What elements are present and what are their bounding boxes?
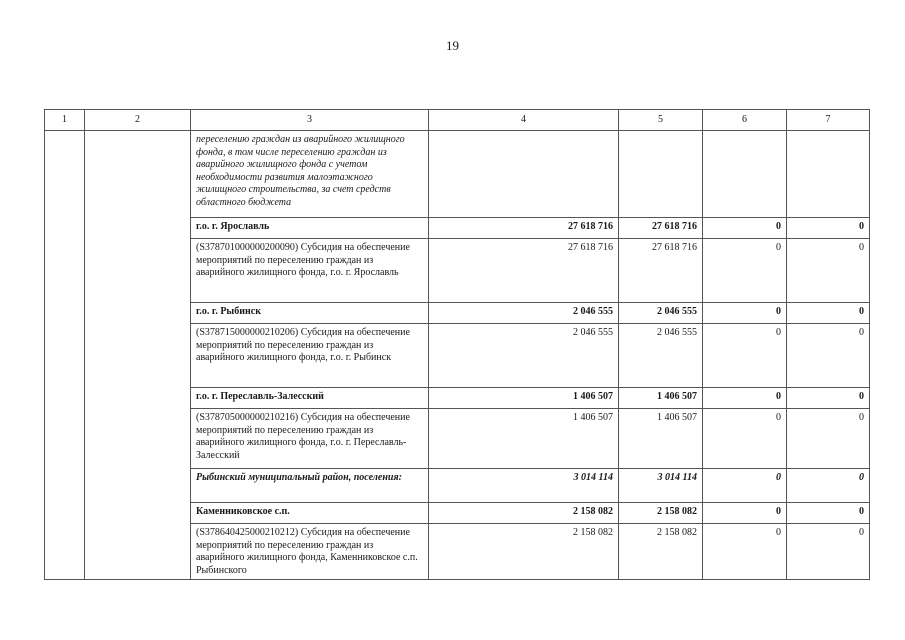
cell-col5: 2 046 555 — [619, 324, 703, 388]
cell-col6: 0 — [703, 503, 787, 524]
row-description: г.о. г. Переславль-Залесский — [191, 388, 429, 409]
row-description: г.о. г. Рыбинск — [191, 303, 429, 324]
column-header-2: 2 — [85, 110, 191, 131]
cell-col5: 2 158 082 — [619, 524, 703, 580]
column-header-5: 5 — [619, 110, 703, 131]
cell-col7: 0 — [787, 239, 870, 303]
cell-col5: 3 014 114 — [619, 469, 703, 503]
cell-col6: 0 — [703, 524, 787, 580]
cell-col1 — [45, 131, 85, 580]
row-description: (S378701000000200090) Субсидия на обеспечение мероприятий по переселению граждан из аварийного жилищного фонда, г.о. г. Ярославль — [191, 239, 429, 303]
cell-col7: 0 — [787, 469, 870, 503]
table-header-row — [45, 110, 870, 131]
cell-col6: 0 — [703, 409, 787, 469]
cell-col4: 27 618 716 — [429, 218, 619, 239]
cell-col4: 2 158 082 — [429, 503, 619, 524]
row-description: переселению граждан из аварийного жилищного фонда, в том числе переселению граждан из аварийного жилищного фонда с учетом необходимости развития малоэтажного жилищного строительства, за счет средств областного бюджета — [191, 131, 429, 218]
cell-col5 — [619, 131, 703, 218]
cell-col7: 0 — [787, 524, 870, 580]
cell-col4: 2 158 082 — [429, 524, 619, 580]
cell-col5: 1 406 507 — [619, 388, 703, 409]
cell-col4: 2 046 555 — [429, 303, 619, 324]
column-header-4: 4 — [429, 110, 619, 131]
cell-col7: 0 — [787, 324, 870, 388]
cell-col6: 0 — [703, 218, 787, 239]
cell-col4 — [429, 131, 619, 218]
row-description: (S378640425000210212) Субсидия на обеспечение мероприятий по переселению граждан из аварийного жилищного фонда, Каменниковское с.п. Рыбинского — [191, 524, 429, 580]
cell-col6: 0 — [703, 324, 787, 388]
cell-col6: 0 — [703, 303, 787, 324]
cell-col5: 27 618 716 — [619, 239, 703, 303]
column-header-6: 6 — [703, 110, 787, 131]
cell-col6: 0 — [703, 469, 787, 503]
cell-col5: 27 618 716 — [619, 218, 703, 239]
budget-table — [44, 109, 870, 580]
row-description: Рыбинский муниципальный район, поселения: — [191, 469, 429, 503]
cell-col4: 27 618 716 — [429, 239, 619, 303]
cell-col4: 3 014 114 — [429, 469, 619, 503]
cell-col7: 0 — [787, 388, 870, 409]
row-description: (S378705000000210216) Субсидия на обеспечение мероприятий по переселению граждан из аварийного жилищного фонда, г.о. г. Переславль-Залесский — [191, 409, 429, 469]
row-description: г.о. г. Ярославль — [191, 218, 429, 239]
column-header-1: 1 — [45, 110, 85, 131]
cell-col7: 0 — [787, 409, 870, 469]
column-header-3: 3 — [191, 110, 429, 131]
row-description: Каменниковское с.п. — [191, 503, 429, 524]
cell-col7: 0 — [787, 218, 870, 239]
cell-col4: 1 406 507 — [429, 388, 619, 409]
row-description: (S378715000000210206) Субсидия на обеспечение мероприятий по переселению граждан из аварийного жилищного фонда, г.о. г. Рыбинск — [191, 324, 429, 388]
cell-col4: 2 046 555 — [429, 324, 619, 388]
cell-col7: 0 — [787, 503, 870, 524]
cell-col7 — [787, 131, 870, 218]
cell-col5: 2 158 082 — [619, 503, 703, 524]
column-header-7: 7 — [787, 110, 870, 131]
cell-col6: 0 — [703, 388, 787, 409]
cell-col7: 0 — [787, 303, 870, 324]
cell-col6 — [703, 131, 787, 218]
cell-col5: 1 406 507 — [619, 409, 703, 469]
cell-col6: 0 — [703, 239, 787, 303]
cell-col5: 2 046 555 — [619, 303, 703, 324]
cell-col2 — [85, 131, 191, 580]
page-number: 19 — [446, 38, 459, 53]
cell-col4: 1 406 507 — [429, 409, 619, 469]
table-row — [45, 131, 870, 218]
